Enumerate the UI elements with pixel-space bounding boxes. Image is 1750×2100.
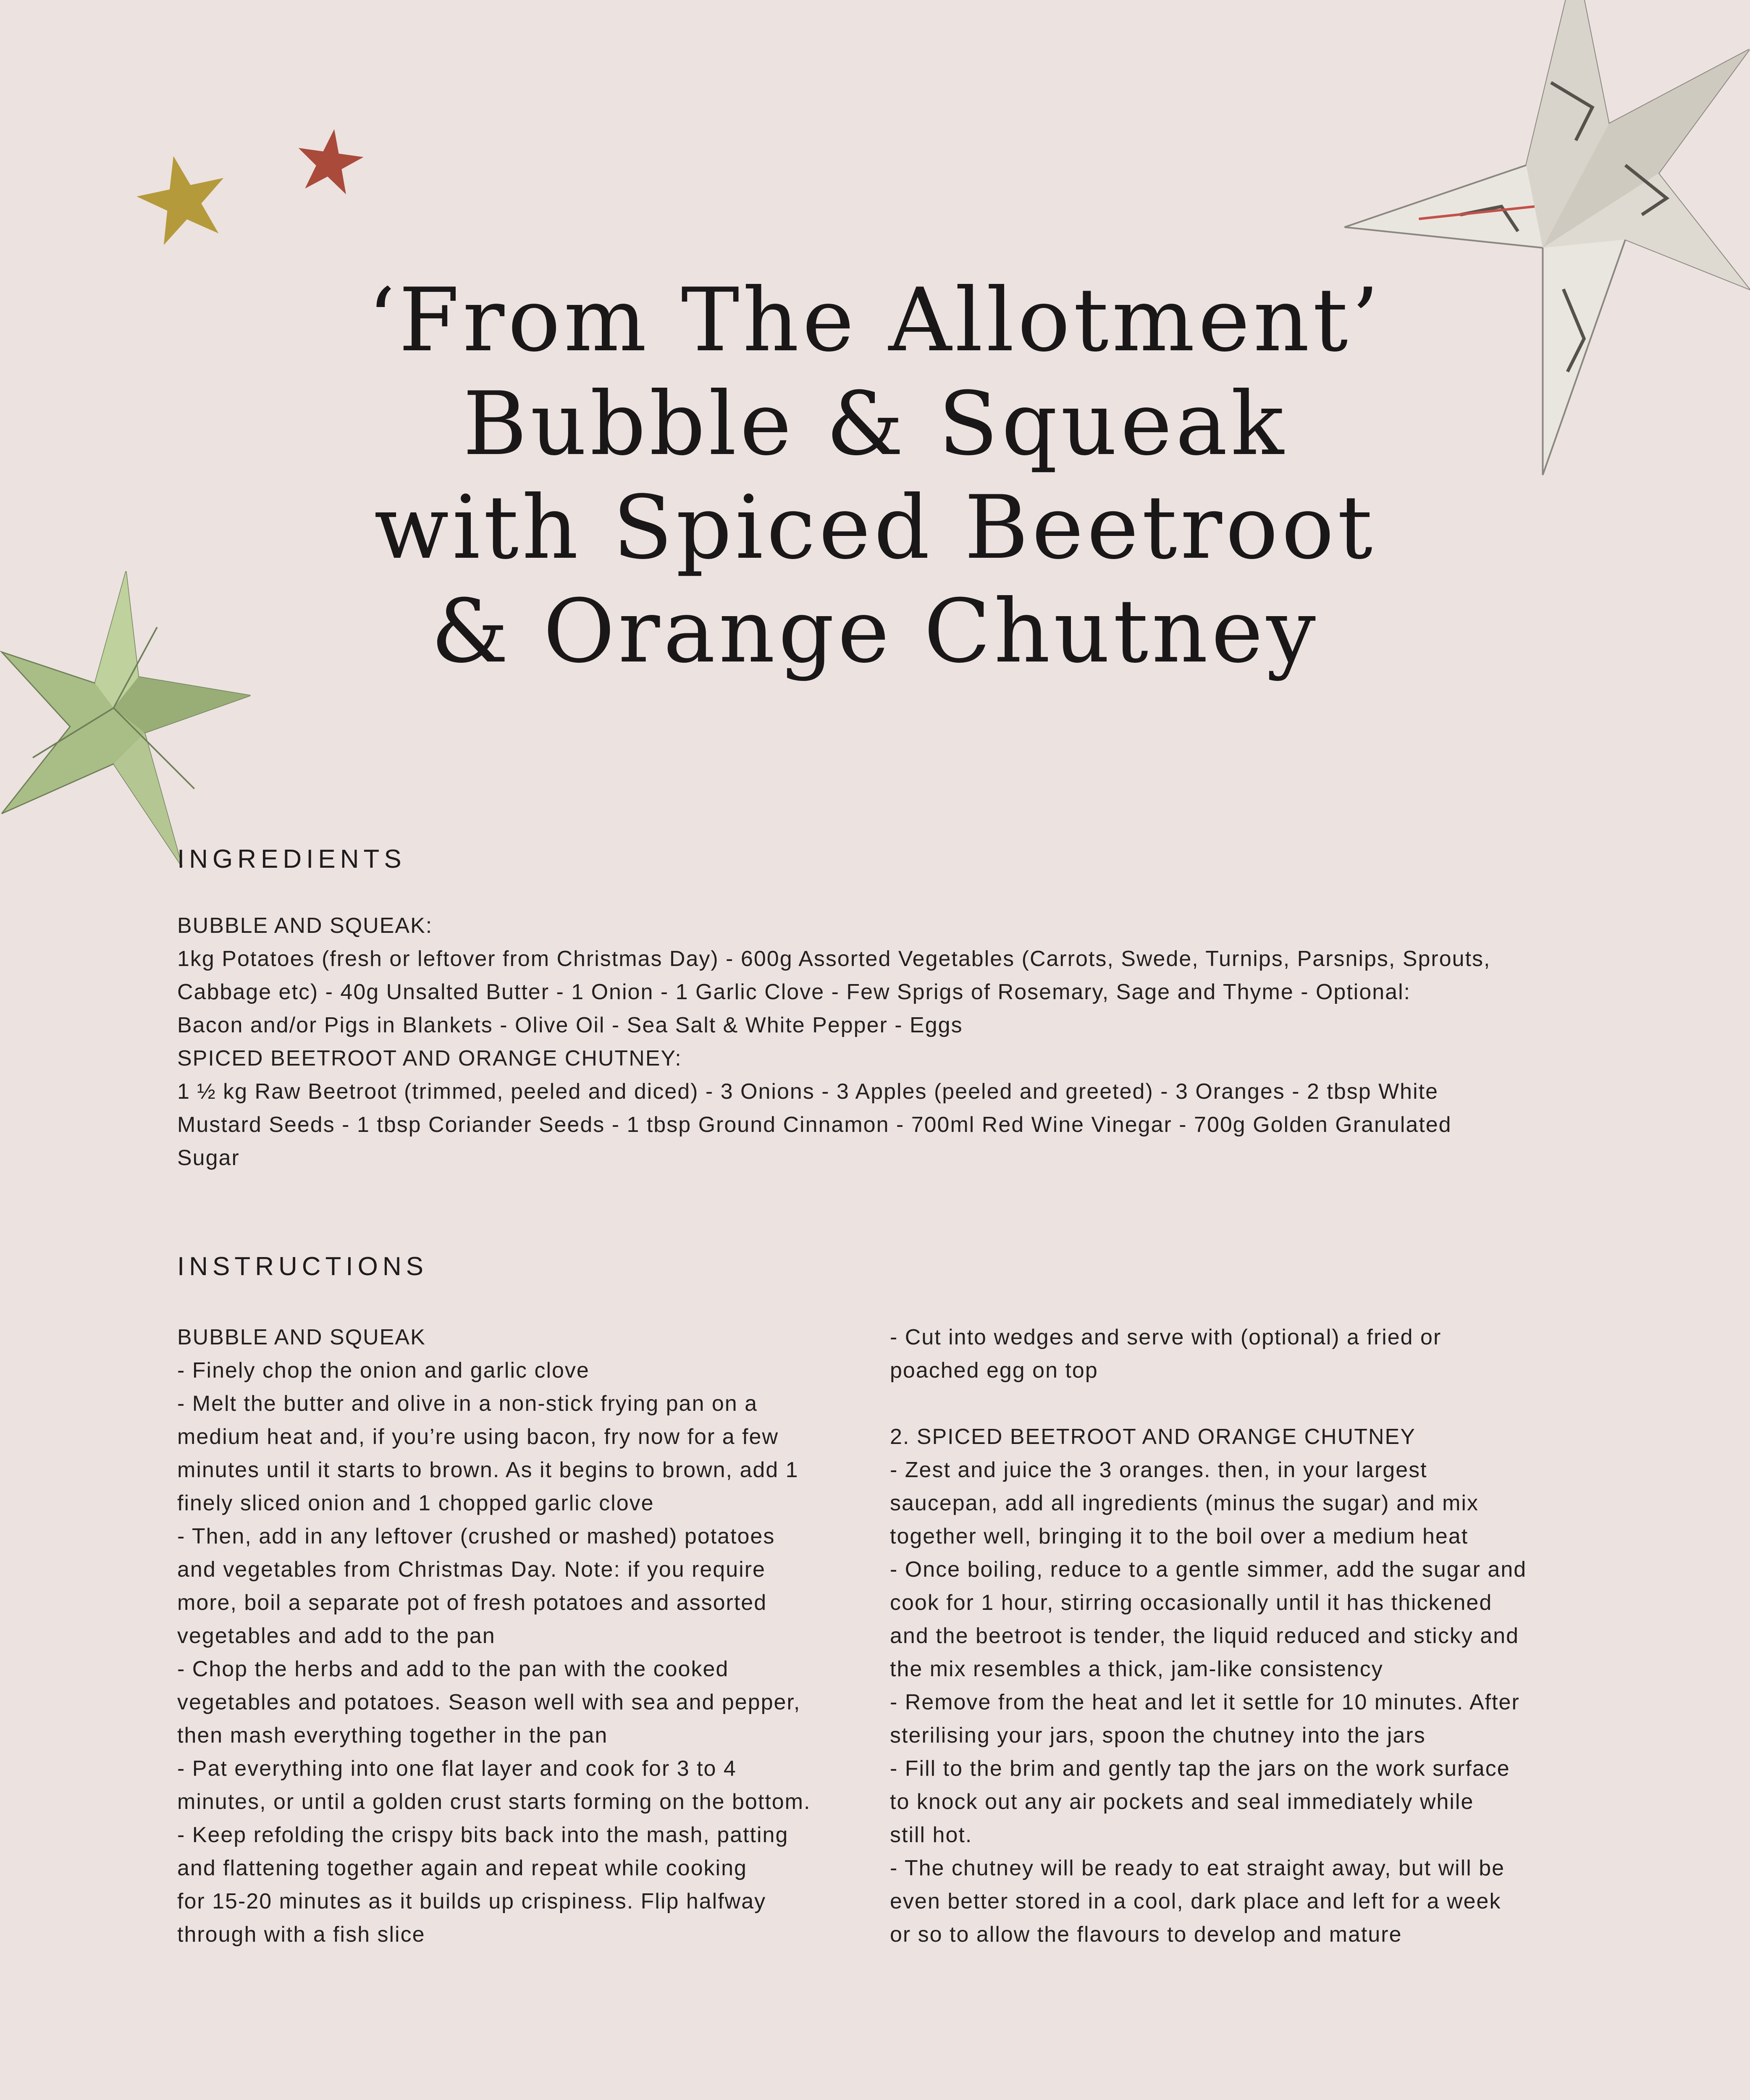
instruction-line: 2. SPICED BEETROOT AND ORANGE CHUTNEY bbox=[890, 1425, 1416, 1449]
instruction-line: - Chop the herbs and add to the pan with the cooked bbox=[177, 1657, 729, 1681]
instructions-left-column bbox=[177, 1321, 866, 1951]
instruction-line: cook for 1 hour, stirring occasionally until it has thickened bbox=[890, 1591, 1493, 1615]
paragraph-gap bbox=[890, 1387, 1579, 1420]
instructions-right-column bbox=[890, 1321, 1579, 1951]
instruction-line: or so to allow the flavours to develop and mature bbox=[890, 1922, 1402, 1947]
instruction-line: even better stored in a cool, dark place and left for a week bbox=[890, 1889, 1501, 1914]
instruction-line: - Remove from the heat and let it settle for 10 minutes. After bbox=[890, 1690, 1520, 1714]
instruction-line: minutes until it starts to brown. As it begins to brown, add 1 bbox=[177, 1458, 799, 1482]
instruction-line: vegetables and potatoes. Season well with sea and pepper, bbox=[177, 1690, 801, 1714]
instruction-line: medium heat and, if you’re using bacon, fry now for a few bbox=[177, 1425, 779, 1449]
instruction-line: - Fill to the brim and gently tap the jars on the work surface bbox=[890, 1756, 1510, 1781]
instruction-line: - The chutney will be ready to eat straight away, but will be bbox=[890, 1856, 1505, 1880]
recipe-title bbox=[0, 269, 1750, 684]
instruction-line: - Keep refolding the crispy bits back into the mash, patting bbox=[177, 1823, 789, 1847]
title-line: ‘From The Allotment’ bbox=[367, 270, 1383, 371]
title-line: & Orange Chutney bbox=[431, 581, 1319, 682]
instruction-line: BUBBLE AND SQUEAK bbox=[177, 1325, 426, 1349]
red-star-icon bbox=[294, 126, 365, 197]
instruction-line: through with a fish slice bbox=[177, 1922, 425, 1947]
instruction-line: - Pat everything into one flat layer and cook for 3 to 4 bbox=[177, 1756, 737, 1781]
instruction-line: and the beetroot is tender, the liquid reduced and sticky and bbox=[890, 1624, 1519, 1648]
instruction-line: sterilising your jars, spoon the chutney into the jars bbox=[890, 1723, 1426, 1748]
instruction-line: saucepan, add all ingredients (minus the sugar) and mix bbox=[890, 1491, 1479, 1515]
ingredients-list bbox=[177, 909, 1580, 1175]
instruction-line: and flattening together again and repeat while cooking bbox=[177, 1856, 747, 1880]
ingredients-line: 1 ½ kg Raw Beetroot (trimmed, peeled and diced) - 3 Onions - 3 Apples (peeled and greeted) - 3 Oranges - 2 tbsp White bbox=[177, 1079, 1439, 1104]
instruction-line: to knock out any air pockets and seal immediately while bbox=[890, 1790, 1474, 1814]
instruction-line: the mix resembles a thick, jam-like consistency bbox=[890, 1657, 1383, 1681]
title-line: with Spiced Beetroot bbox=[374, 477, 1376, 579]
ingredients-line: Bacon and/or Pigs in Blankets - Olive Oil - Sea Salt & White Pepper - Eggs bbox=[177, 1013, 963, 1037]
instruction-line: more, boil a separate pot of fresh potatoes and assorted bbox=[177, 1591, 767, 1615]
ingredients-line: Mustard Seeds - 1 tbsp Coriander Seeds - 1 tbsp Ground Cinnamon - 700ml Red Wine Vinegar - 700g Golden Granulated bbox=[177, 1113, 1452, 1137]
instruction-line: still hot. bbox=[890, 1823, 973, 1847]
instruction-line: finely sliced onion and 1 chopped garlic clove bbox=[177, 1491, 654, 1515]
instruction-line: and vegetables from Christmas Day. Note: if you require bbox=[177, 1557, 766, 1582]
ingredients-line: BUBBLE AND SQUEAK: bbox=[177, 914, 433, 938]
instruction-line: - Finely chop the onion and garlic clove bbox=[177, 1358, 590, 1383]
ingredients-line: Sugar bbox=[177, 1146, 240, 1170]
instruction-line: - Then, add in any leftover (crushed or mashed) potatoes bbox=[177, 1524, 775, 1549]
instruction-line: - Melt the butter and olive in a non-stick frying pan on a bbox=[177, 1391, 758, 1416]
ingredients-line: SPICED BEETROOT AND ORANGE CHUTNEY: bbox=[177, 1046, 682, 1071]
instruction-line: - Cut into wedges and serve with (optional) a fried or bbox=[890, 1325, 1442, 1349]
instruction-line: together well, bringing it to the boil over a medium heat bbox=[890, 1524, 1469, 1549]
instruction-line: for 15-20 minutes as it builds up crispiness. Flip halfway bbox=[177, 1889, 766, 1914]
instruction-line: poached egg on top bbox=[890, 1358, 1098, 1383]
instruction-line: - Once boiling, reduce to a gentle simmer, add the sugar and bbox=[890, 1557, 1527, 1582]
instruction-line: then mash everything together in the pan bbox=[177, 1723, 608, 1748]
instruction-line: vegetables and add to the pan bbox=[177, 1624, 496, 1648]
instruction-line: minutes, or until a golden crust starts forming on the bottom. bbox=[177, 1790, 811, 1814]
instructions-heading: INSTRUCTIONS bbox=[177, 1252, 428, 1281]
title-line: Bubble & Squeak bbox=[463, 373, 1287, 475]
instruction-line: - Zest and juice the 3 oranges. then, in your largest bbox=[890, 1458, 1427, 1482]
ingredients-line: Cabbage etc) - 40g Unsalted Butter - 1 Onion - 1 Garlic Clove - Few Sprigs of Rosemary, Sage and Thyme - Optional: bbox=[177, 980, 1411, 1004]
ingredients-heading: INGREDIENTS bbox=[177, 845, 406, 874]
gold-star-icon bbox=[134, 151, 231, 248]
ingredients-line: 1kg Potatoes (fresh or leftover from Christmas Day) - 600g Assorted Vegetables (Carrots, Swede, Turnips, Parsnips, Sprouts, bbox=[177, 947, 1491, 971]
